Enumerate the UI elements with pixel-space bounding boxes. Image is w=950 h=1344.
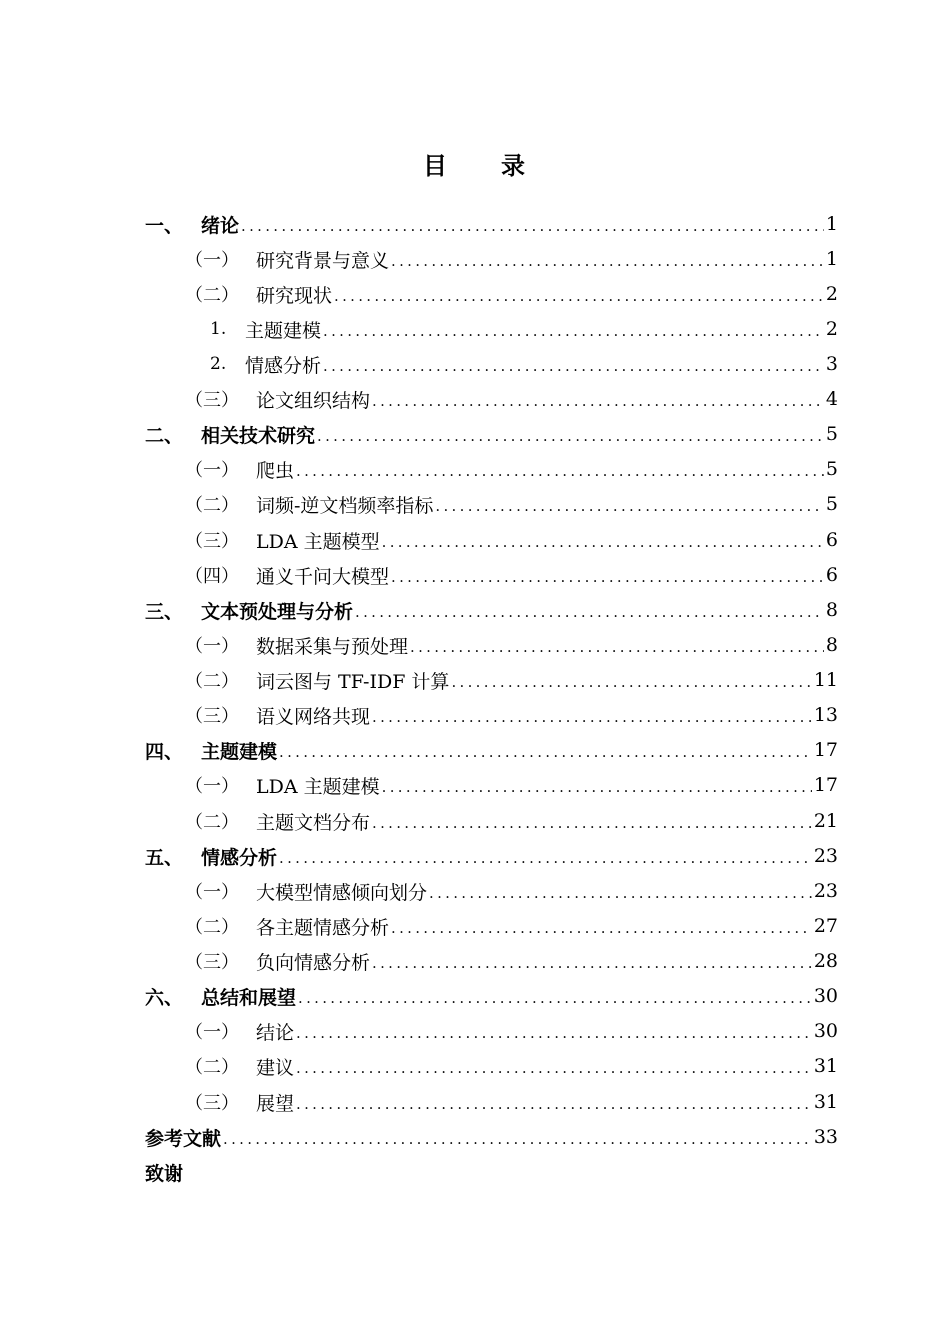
toc-entry-label: LDA 主题建模 [256, 775, 380, 798]
page-title [0, 146, 950, 181]
toc-entry-label: 词云图与 TF-IDF 计算 [256, 670, 450, 693]
dot-leader [323, 357, 824, 378]
toc-entry[interactable] [185, 245, 838, 273]
toc-entry[interactable] [185, 280, 838, 308]
toc-entry-label: 总结和展望 [201, 986, 297, 1009]
toc-entry-number: （三） [185, 390, 239, 411]
dot-leader [429, 884, 812, 905]
toc-entry[interactable] [145, 210, 838, 238]
toc-entry-label: 研究现状 [256, 284, 333, 307]
toc-entry[interactable] [185, 701, 838, 729]
dot-leader [279, 743, 812, 764]
toc-entry-label: 致谢 [145, 1162, 184, 1185]
toc-entry[interactable] [185, 807, 838, 835]
toc-entry-page: 33 [813, 1126, 838, 1148]
toc-entry-number: （一） [185, 460, 239, 481]
toc-entry[interactable] [210, 350, 838, 378]
toc-entry-page: 5 [825, 458, 838, 480]
toc-entry-page: 5 [825, 493, 838, 515]
dot-leader [372, 954, 812, 975]
toc-entry-number: （一） [185, 250, 239, 271]
toc-entry-number: （二） [185, 285, 239, 306]
toc-entry-number: 1. [210, 319, 227, 339]
dot-leader [451, 673, 811, 694]
toc-entry-number: （一） [185, 1022, 239, 1043]
toc-entry[interactable] [185, 561, 838, 589]
toc-entry-label: 通义千问大模型 [256, 565, 390, 588]
toc-entry-label: LDA 主题模型 [256, 530, 380, 553]
toc-entry-label: 主题建模 [245, 319, 322, 342]
toc-entry-number: （四） [185, 566, 239, 587]
dot-leader [391, 568, 824, 589]
toc-entry[interactable] [145, 982, 838, 1010]
toc-entry-label: 绪论 [201, 214, 240, 237]
toc-entry[interactable] [145, 1158, 838, 1186]
dot-leader [296, 1059, 812, 1080]
toc-entry-label: 爬虫 [256, 459, 295, 482]
toc-entry-label: 参考文献 [145, 1127, 222, 1150]
toc-entry-page: 6 [825, 529, 838, 551]
toc-entry[interactable] [145, 596, 838, 624]
toc-entry-page: 11 [813, 669, 838, 691]
dot-leader [382, 778, 812, 799]
toc-entry-number: （二） [185, 812, 239, 833]
toc-entry-page: 17 [813, 774, 838, 796]
toc-entry-number: （一） [185, 776, 239, 797]
toc-entry-label: 语义网络共现 [256, 705, 371, 728]
toc-entry-number: 二、 [145, 424, 184, 447]
toc-entry[interactable] [145, 736, 838, 764]
dot-leader [391, 252, 824, 273]
toc-entry-label: 论文组织结构 [256, 389, 371, 412]
toc-entry-page: 17 [813, 739, 838, 761]
toc-entry-number: （二） [185, 917, 239, 938]
toc-entry[interactable] [145, 1123, 838, 1151]
dot-leader [372, 708, 812, 729]
toc-entry-number: 三、 [145, 600, 184, 623]
dot-leader [317, 427, 824, 448]
dot-leader [334, 287, 824, 308]
toc-entry-label: 文本预处理与分析 [201, 600, 354, 623]
toc-entry-page: 23 [813, 845, 838, 867]
toc-entry-number: 一、 [145, 214, 184, 237]
toc-entry-page: 8 [825, 599, 838, 621]
toc-entry-page: 2 [825, 283, 838, 305]
dot-leader [241, 217, 824, 238]
dot-leader [382, 533, 824, 554]
toc-entry-page: 8 [825, 634, 838, 656]
toc-entry-number: （三） [185, 706, 239, 727]
toc-entry-number: （三） [185, 531, 239, 552]
dot-leader [296, 1095, 812, 1116]
toc-entry-page: 31 [813, 1091, 838, 1113]
toc-entry-page: 13 [813, 704, 838, 726]
dot-leader [372, 392, 824, 413]
dot-leader [296, 1024, 812, 1045]
toc-entry-page: 21 [813, 810, 838, 832]
toc-entry-number: （二） [185, 671, 239, 692]
dot-leader [355, 603, 824, 624]
toc-entry-label: 研究背景与意义 [256, 249, 390, 272]
toc-entry-number: （一） [185, 636, 239, 657]
toc-entry-number: （一） [185, 882, 239, 903]
dot-leader [298, 989, 812, 1010]
toc-entry-page: 31 [813, 1055, 838, 1077]
toc-entry-page: 23 [813, 880, 838, 902]
toc-entry-page: 5 [825, 423, 838, 445]
toc-entry-label: 负向情感分析 [256, 951, 371, 974]
toc-entry-label: 情感分析 [201, 846, 278, 869]
toc-entry-number: 六、 [145, 986, 184, 1009]
toc-entry-page: 6 [825, 564, 838, 586]
toc-entry-label: 相关技术研究 [201, 424, 316, 447]
toc-entry[interactable] [145, 420, 838, 448]
toc-entry-number: （三） [185, 1093, 239, 1114]
title-char-right: 录 [501, 152, 527, 180]
toc-entry-number: （二） [185, 1057, 239, 1078]
toc-entry[interactable] [185, 455, 838, 483]
title-char-left: 目 [423, 152, 449, 180]
toc-entry-page: 27 [813, 915, 838, 937]
dot-leader [223, 1130, 812, 1151]
dot-leader [323, 322, 824, 343]
toc-entry-page: 3 [825, 353, 838, 375]
toc-entry[interactable] [185, 526, 838, 554]
toc-entry-number: （三） [185, 952, 239, 973]
dot-leader [391, 919, 812, 940]
toc-entry[interactable] [185, 1017, 838, 1045]
toc-entry-label: 主题文档分布 [256, 811, 371, 834]
toc-entry-label: 数据采集与预处理 [256, 635, 409, 658]
toc-entry-label: 各主题情感分析 [256, 916, 390, 939]
toc-entry[interactable] [185, 631, 838, 659]
toc-entry-label: 大模型情感倾向划分 [256, 881, 428, 904]
toc-entry-number: 五、 [145, 846, 184, 869]
dot-leader [279, 849, 812, 870]
dot-leader [372, 814, 812, 835]
toc-entry[interactable] [185, 771, 838, 799]
toc-entry-page: 1 [825, 248, 838, 270]
toc-entry[interactable] [185, 947, 838, 975]
toc-entry[interactable] [210, 315, 838, 343]
toc-entry-page: 2 [825, 318, 838, 340]
toc-entry[interactable] [185, 490, 838, 518]
dot-leader [410, 638, 824, 659]
toc-entry-label: 词频-逆文档频率指标 [256, 494, 434, 517]
toc-entry-label: 主题建模 [201, 740, 278, 763]
dot-leader [296, 462, 824, 483]
toc-entry-number: 四、 [145, 740, 184, 763]
toc-entry[interactable] [145, 842, 838, 870]
toc-entry-page: 4 [825, 388, 838, 410]
toc-entry-label: 展望 [256, 1092, 295, 1115]
toc-entry[interactable] [185, 912, 838, 940]
toc-entry[interactable] [185, 877, 838, 905]
toc-entry-label: 建议 [256, 1056, 295, 1079]
toc-entry-label: 情感分析 [245, 354, 322, 377]
toc-entry-page: 30 [813, 985, 838, 1007]
toc-entry-number: 2. [210, 354, 227, 374]
toc-entry-label: 结论 [256, 1021, 295, 1044]
toc-entry-number: （二） [185, 495, 239, 516]
toc-entry-page: 30 [813, 1020, 838, 1042]
dot-leader [435, 497, 823, 518]
toc-entry-page: 28 [813, 950, 838, 972]
toc-entry[interactable] [185, 1052, 838, 1080]
toc-entry[interactable] [185, 385, 838, 413]
toc-entry[interactable] [185, 666, 838, 694]
toc-entry-page: 1 [825, 213, 838, 235]
toc-entry[interactable] [185, 1088, 838, 1116]
